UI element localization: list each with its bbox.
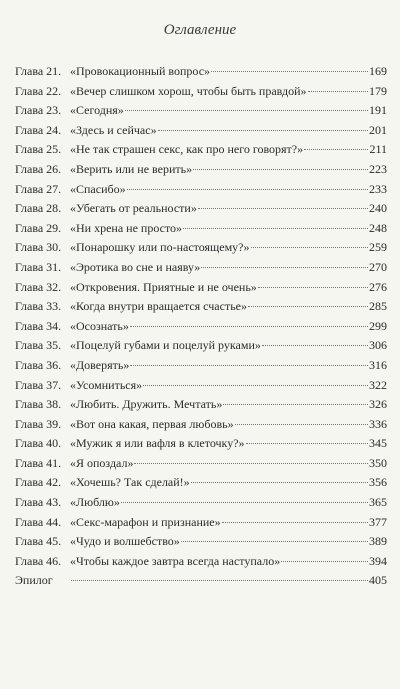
chapter-number: Глава 34.	[15, 318, 62, 333]
chapter-number: Глава 32.	[15, 279, 62, 294]
toc-entry	[15, 434, 387, 454]
chapter-title: «Откровения. Приятные и не очень»	[70, 279, 257, 294]
page-number: 350	[369, 455, 387, 470]
chapter-title: «Провокационный вопрос»	[70, 64, 211, 78]
page-number: 248	[369, 220, 387, 235]
page-number: 322	[369, 377, 387, 392]
toc-entry	[15, 180, 387, 200]
dot-leader	[134, 463, 368, 464]
page-number: 270	[369, 259, 387, 274]
toc-entry	[15, 552, 387, 572]
chapter-title: «Хочешь? Так сделай!»	[70, 475, 190, 490]
toc-list	[15, 62, 387, 591]
chapter-title: «Доверять»	[70, 357, 130, 372]
toc-entry	[15, 356, 387, 376]
toc-entry	[15, 317, 387, 337]
toc-entry	[15, 219, 387, 239]
toc-entry	[15, 493, 387, 513]
chapter-number: Глава 26.	[15, 161, 62, 176]
chapter-number: Глава 36.	[15, 357, 62, 372]
toc-entry	[15, 454, 387, 474]
page-number: 169	[369, 64, 387, 78]
dot-leader	[158, 130, 368, 131]
chapter-title: «Чудо и волшебство»	[70, 534, 180, 549]
chapter-number: Глава 44.	[15, 514, 62, 529]
chapter-number: Глава 23.	[15, 103, 62, 118]
chapter-title: «Усомниться»	[70, 377, 143, 392]
toc-entry	[15, 415, 387, 435]
toc-entry	[15, 532, 387, 552]
chapter-title: «Любить. Дружить. Мечтать»	[70, 397, 223, 412]
chapter-number: Глава 42.	[15, 475, 62, 490]
chapter-title: «Верить или не верить»	[70, 161, 193, 176]
toc-entry	[15, 376, 387, 396]
toc-entry	[15, 278, 387, 298]
toc-entry	[15, 473, 387, 493]
dot-leader	[181, 541, 368, 542]
dot-leader	[262, 345, 368, 346]
toc-entry	[15, 258, 387, 278]
chapter-title: «Чтобы каждое завтра всегда наступало»	[70, 553, 281, 568]
chapter-number: Глава 22.	[15, 83, 62, 98]
chapter-number: Глава 38.	[15, 397, 62, 412]
toc-entry	[15, 140, 387, 160]
page-number: 201	[369, 122, 387, 137]
chapter-title: «Я опоздал»	[70, 455, 134, 470]
toc-entry	[15, 571, 387, 591]
toc-entry	[15, 513, 387, 533]
page-number: 285	[369, 299, 387, 314]
toc-entry	[15, 336, 387, 356]
page-number: 276	[369, 279, 387, 294]
dot-leader	[121, 502, 368, 503]
chapter-number: Глава 37.	[15, 377, 62, 392]
chapter-number: Глава 21.	[15, 64, 62, 78]
chapter-number: Глава 33.	[15, 299, 62, 314]
page-number: 179	[369, 83, 387, 98]
page-number: 316	[369, 357, 387, 372]
toc-entry	[15, 199, 387, 219]
dot-leader	[258, 287, 368, 288]
chapter-number: Глава 31.	[15, 259, 62, 274]
dot-leader	[193, 169, 368, 170]
chapter-number: Глава 30.	[15, 240, 62, 255]
page-number: 211	[369, 142, 387, 157]
chapter-title: «Секс-марафон и признание»	[70, 514, 221, 529]
dot-leader	[308, 91, 368, 92]
dot-leader	[201, 267, 368, 268]
chapter-title: «Осознать»	[70, 318, 129, 333]
dot-leader	[223, 404, 368, 405]
dot-leader	[130, 326, 368, 327]
page-number: 306	[369, 338, 387, 353]
page-number: 336	[369, 416, 387, 431]
chapter-number: Глава 45.	[15, 534, 62, 549]
toc-heading: Оглавление	[163, 22, 237, 38]
dot-leader	[246, 443, 368, 444]
toc-entry	[15, 238, 387, 258]
dot-leader	[191, 482, 368, 483]
chapter-title: «Когда внутри вращается счастье»	[70, 299, 247, 314]
chapter-title: «Ни хрена не просто»	[70, 220, 183, 235]
toc-entry	[15, 62, 387, 82]
dot-leader	[211, 71, 368, 72]
chapter-title: «Не так страшен секс, как про него говорят?»	[70, 142, 304, 157]
chapter-number: Глава 41.	[15, 455, 62, 470]
chapter-title: «Люблю»	[70, 495, 120, 510]
chapter-title: «Здесь и сейчас»	[70, 122, 157, 137]
page-number: 356	[369, 475, 387, 490]
page-number: 299	[369, 318, 387, 333]
page-number: 345	[369, 436, 387, 451]
chapter-number: Эпилог	[15, 573, 53, 588]
chapter-title: «Убегать от реальности»	[70, 201, 197, 216]
page-number: 377	[369, 514, 387, 529]
chapter-title: «Вот она какая, первая любовь»	[70, 416, 234, 431]
chapter-number: Глава 43.	[15, 495, 62, 510]
page-number: 365	[369, 495, 387, 510]
page-number: 191	[369, 103, 387, 118]
chapter-title: «Спасибо»	[70, 181, 126, 196]
dot-leader	[127, 189, 368, 190]
dot-leader	[183, 228, 368, 229]
dot-leader	[198, 208, 368, 209]
dot-leader	[71, 580, 368, 581]
chapter-number: Глава 35.	[15, 338, 62, 353]
chapter-number: Глава 46.	[15, 553, 62, 568]
chapter-number: Глава 24.	[15, 122, 62, 137]
toc-entry	[15, 121, 387, 141]
chapter-number: Глава 39.	[15, 416, 62, 431]
toc-entry	[15, 160, 387, 180]
chapter-title: «Сегодня»	[70, 103, 124, 118]
page-number: 240	[369, 201, 387, 216]
page-number: 223	[369, 161, 387, 176]
toc-entry	[15, 297, 387, 317]
chapter-number: Глава 25.	[15, 142, 62, 157]
page-number: 394	[369, 553, 387, 568]
chapter-number: Глава 27.	[15, 181, 62, 196]
dot-leader	[235, 424, 368, 425]
chapter-number: Глава 28.	[15, 201, 62, 216]
chapter-number: Глава 29.	[15, 220, 62, 235]
chapter-number: Глава 40.	[15, 436, 62, 451]
dot-leader	[281, 561, 368, 562]
dot-leader	[130, 365, 368, 366]
chapter-title: «Мужик я или вафля в клеточку?»	[70, 436, 245, 451]
page-number: 326	[369, 397, 387, 412]
toc-entry	[15, 82, 387, 102]
toc-entry	[15, 395, 387, 415]
dot-leader	[304, 149, 368, 150]
chapter-title: «Поцелуй губами и поцелуй руками»	[70, 338, 261, 353]
page-number: 259	[369, 240, 387, 255]
chapter-title: «Понарошку или по-настоящему?»	[70, 240, 250, 255]
toc-entry	[15, 101, 387, 121]
dot-leader	[125, 110, 368, 111]
page-number: 389	[369, 534, 387, 549]
dot-leader	[251, 247, 368, 248]
dot-leader	[222, 522, 368, 523]
chapter-title: «Вечер слишком хорош, чтобы быть правдой»	[70, 83, 307, 98]
dot-leader	[143, 385, 368, 386]
chapter-title: «Эротика во сне и наяву»	[70, 259, 201, 274]
page-number: 233	[369, 181, 387, 196]
dot-leader	[248, 306, 368, 307]
page-number: 405	[369, 573, 387, 588]
